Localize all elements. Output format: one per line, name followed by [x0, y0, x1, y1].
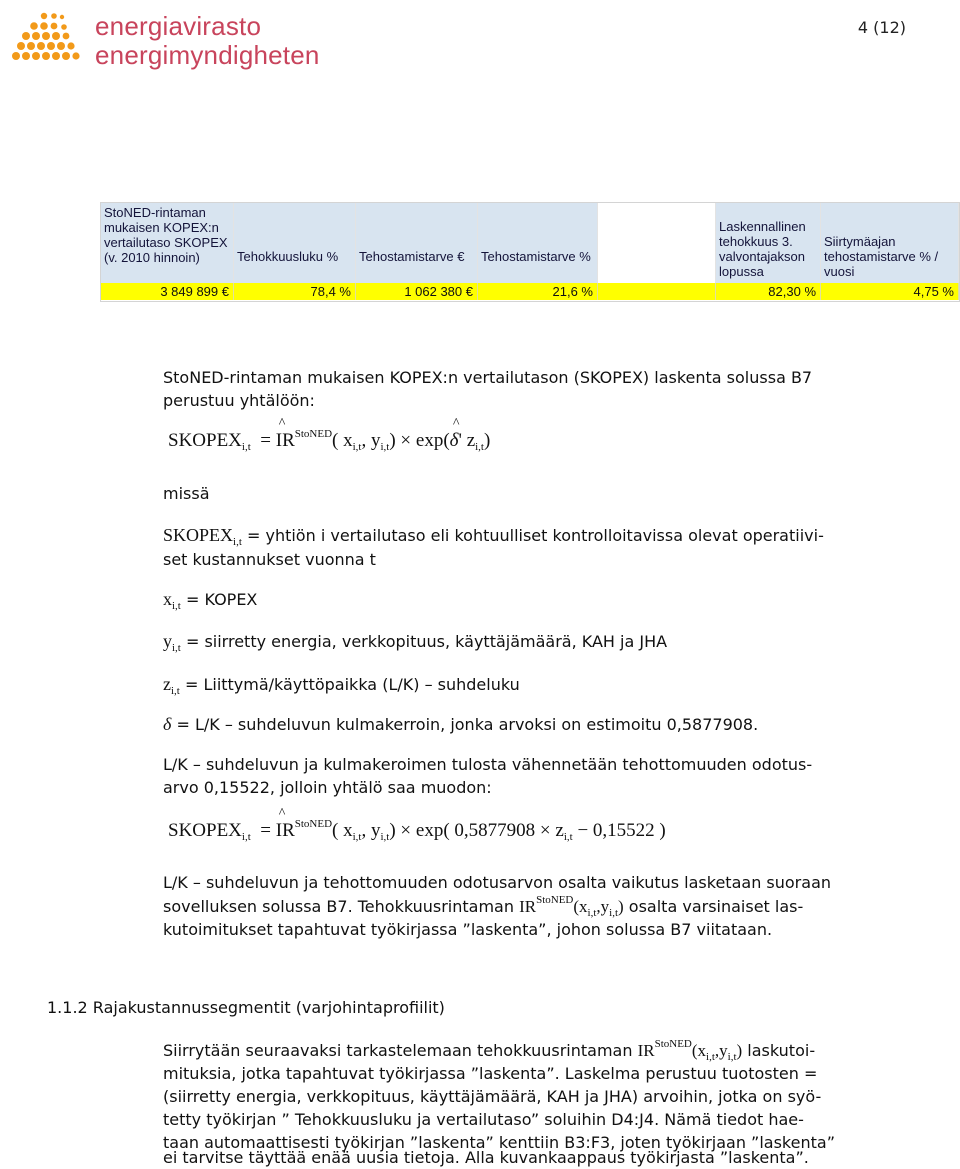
para3-stoned: StoNED	[536, 894, 574, 906]
eq2-args: ( x	[332, 820, 353, 841]
eq1-z-sub: i,t	[475, 441, 484, 453]
eq1-y-sub: i,t	[380, 441, 390, 453]
sheet-value-skopex: 3 849 899 €	[101, 283, 234, 300]
eq1-delta: ^ δ	[450, 430, 459, 451]
eq1-x-sub: i,t	[352, 441, 362, 453]
logo-text-sv: energimyndigheten	[95, 40, 320, 70]
eq1-y: , y	[361, 430, 381, 451]
def-z	[163, 673, 520, 699]
missa-label: missä	[163, 484, 210, 503]
intro-line-2: perustuu yhtälöön:	[163, 391, 315, 410]
equation-skopex-2: $SKOPEX_{i,t}$ = ^ $IR^{StoNED}$( $x_{i,t}$, $y_{i,t}) \times \exp$( $0,5877908 \times z_{i,t} - 0,15522$ )	[168, 820, 666, 842]
def-z-sub: i,t	[171, 685, 180, 697]
section-title: 1.1.2 Rajakustannussegmentit (varjohintaprofiilit)	[47, 998, 445, 1017]
para4-stoned: StoNED	[654, 1038, 692, 1050]
intro-line-1: StoNED-rintaman mukaisen KOPEX:n vertailutason (SKOPEX) laskenta solussa B7	[163, 368, 813, 387]
para4-line-1-b: laskutoi-	[742, 1041, 816, 1060]
sheet-header-empty	[598, 203, 716, 283]
def-skopex-text: = yhtiön i vertailutaso eli kohtuulliset kontrolloitavissa olevat operatiivi-	[241, 526, 824, 545]
def-delta	[163, 713, 758, 736]
sheet-value-tehostamistarve-pct: 21,6 %	[478, 283, 598, 300]
para4-line-2: mituksia, jotka tapahtuvat työkirjassa ”laskenta”. Laskelma perustuu tuotosten =	[163, 1064, 818, 1083]
para4-y-sub: i,t	[727, 1051, 737, 1063]
sheet-value-siirtymaajan: 4,75 %	[821, 283, 959, 300]
sheet-header-tehostamistarve-pct: Tehostamistarve %	[478, 203, 598, 283]
def-skopex-sym: SKOPEX	[163, 525, 234, 545]
def-y-text: = siirretty energia, verkkopituus, käyttäjämäärä, KAH ja JHA	[180, 632, 668, 651]
sheet-value-tehostamistarve-eur: 1 062 380 €	[356, 283, 478, 300]
def-skopex-cont: set kustannukset vuonna t	[163, 550, 376, 569]
def-delta-sym: δ	[163, 714, 172, 734]
sun-dots-logo-icon	[6, 6, 86, 66]
para3-line-2-b: osalta varsinaiset las-	[623, 897, 804, 916]
sheet-value-tehokkuusluku: 78,4 %	[234, 283, 356, 300]
eq1-stoned: StoNED	[294, 428, 333, 440]
eq1-z: ' z	[458, 430, 476, 451]
sheet-header-skopex: StoNED-rintaman mukaisen KOPEX:n vertailutaso SKOPEX (v. 2010 hinnoin)	[101, 203, 234, 283]
para4-line-1-a: Siirrytään seuraavaksi tarkastelemaan tehokkuusrintaman	[163, 1041, 638, 1060]
para3-args: (x	[573, 897, 588, 916]
para4-close: )	[736, 1041, 743, 1060]
para4-line-4: tetty työkirjan ” Tehokkuusluku ja vertailutaso” soluihin D4:J4. Nämä tiedot hae-	[163, 1110, 804, 1129]
para2-line-1: L/K – suhdeluvun ja kulmakeroimen tulosta vähennetään tehottomuuden odotus-	[163, 755, 813, 774]
eq1-args: ( x	[332, 430, 353, 451]
def-skopex-sub: i,t	[233, 536, 242, 548]
para4-ir: IR	[637, 1041, 655, 1060]
sheet-value-laskennallinen: 82,30 %	[716, 283, 821, 300]
para3-close: )	[618, 897, 624, 916]
def-x-sub: i,t	[172, 600, 181, 612]
para4-args: (x	[691, 1041, 707, 1060]
page-number: 4 (12)	[857, 18, 906, 37]
def-y-sub: i,t	[172, 642, 181, 654]
para4-y: ,y	[714, 1041, 728, 1060]
para3-y-sub: i,t	[609, 907, 619, 919]
def-z-text: = Liittymä/käyttöpaikka (L/K) – suhdeluku	[179, 675, 520, 694]
eq1-lhs-sub: i,t	[241, 441, 251, 453]
eq1-ir: ^ IR	[276, 430, 295, 451]
para3-x-sub: i,t	[587, 907, 597, 919]
def-x	[163, 588, 257, 614]
def-skopex	[163, 524, 824, 550]
para4-x-sub: i,t	[706, 1051, 715, 1063]
logo-text-fi: energiavirasto	[95, 11, 262, 41]
def-y-sym: y	[163, 631, 172, 651]
para3-line-1: L/K – suhdeluvun ja tehottomuuden odotusarvon osalta vaikutus lasketaan suoraan	[163, 873, 832, 892]
eq1-lhs: SKOPEX	[168, 430, 242, 451]
para3-y: ,y	[596, 897, 610, 916]
para3-line-3: kutoimitukset tapahtuvat työkirjassa ”laskenta”, johon solussa B7 viitataan.	[163, 920, 773, 939]
def-y	[163, 630, 667, 656]
eq2-tail: − 0,15522 )	[572, 820, 666, 841]
sheet-header-siirtymaajan: Siirtymäajan tehostamistarve % / vuosi	[821, 203, 959, 283]
eq2-z-sub: i,t	[563, 831, 573, 843]
para4-line-6: ei tarvitse täyttää enää uusia tietoja. Alla kuvankaappaus työkirjasta ”laskenta”.	[163, 1148, 809, 1167]
eq2-y-sub: i,t	[380, 831, 390, 843]
eq1-close: )	[484, 430, 491, 451]
eq2-lhs: SKOPEX	[168, 820, 242, 841]
eq2-ir: ^ IR	[276, 820, 295, 841]
para2-line-2: arvo 0,15522, jolloin yhtälö saa muodon:	[163, 778, 492, 797]
eq2-exp: ) × exp( 0,5877908 × z	[389, 820, 564, 841]
spreadsheet-excerpt	[100, 202, 960, 302]
logo	[6, 6, 86, 66]
para3-ir: IR	[519, 897, 537, 916]
equation-skopex-1: $SKOPEX_{i,t}$ = ^ $IR^{StoNED}$( $x_{i,t}$, $y_{i,t}$) × exp(^ δ' $z_{i,t}$)	[168, 430, 490, 452]
eq2-y: , y	[361, 820, 381, 841]
def-x-text: = KOPEX	[180, 590, 258, 609]
para4-line-5: taan automaattisesti työkirjan ”laskenta” kenttiin B3:F3, joten työkirjaan ”laskenta”	[163, 1133, 835, 1152]
eq2-lhs-sub: i,t	[241, 831, 251, 843]
sheet-header-tehostamistarve-eur: Tehostamistarve €	[356, 203, 478, 283]
eq1-exp: ) × exp(	[389, 430, 450, 451]
eq2-stoned: StoNED	[294, 818, 333, 830]
sheet-header-tehokkuusluku: Tehokkuusluku %	[234, 203, 356, 283]
eq2-x-sub: i,t	[352, 831, 362, 843]
para4-line-3: (siirretty energia, verkkopituus, käyttäjämäärä, KAH ja JHA) arvoihin, jotka on syö-	[163, 1087, 822, 1106]
def-delta-text: = L/K – suhdeluvun kulmakerroin, jonka arvoksi on estimoitu 0,5877908.	[171, 715, 759, 734]
para3-line-2-a: sovelluksen solussa B7. Tehokkuusrintaman	[163, 897, 520, 916]
sheet-value-empty	[598, 283, 716, 300]
sheet-header-laskennallinen: Laskennallinen tehokkuus 3. valvontajakson lopussa	[716, 203, 821, 283]
def-x-sym: x	[163, 589, 172, 609]
def-z-sym: z	[163, 674, 171, 694]
